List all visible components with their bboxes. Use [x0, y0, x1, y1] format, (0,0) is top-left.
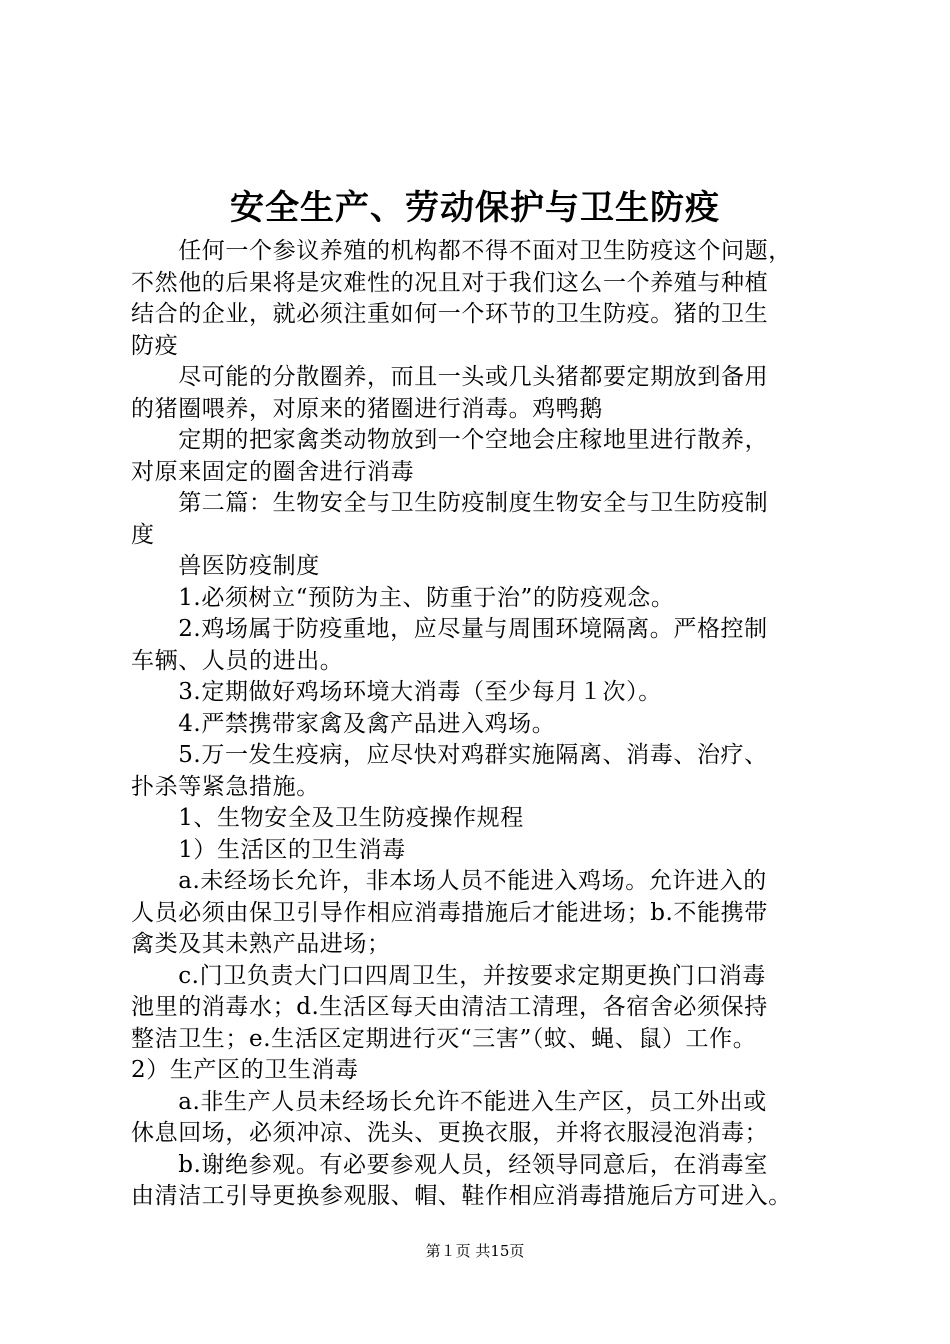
text-line: 5.万一发生疫病，应尽快对鸡群实施隔离、消毒、治疗、 — [131, 742, 768, 768]
text-line: b.谢绝参观。有必要参观人员，经领导同意后，在消毒室 — [131, 1151, 768, 1178]
text-line: 对原来固定的圈舍进行消毒 — [131, 458, 415, 485]
text-line: 休息回场，必须冲凉、洗头、更换衣服，并将衣服浸泡消毒； — [131, 1120, 769, 1146]
text-line: 不然他的后果将是灾难性的况且对于我们这么一个养殖与种植 — [131, 269, 769, 296]
text-line: 3.定期做好鸡场环境大消毒（至少每月１次）。 — [131, 679, 662, 705]
text-line: 2）生产区的卫生消毒 — [131, 1057, 359, 1083]
text-line: 禽类及其未熟产品进场； — [131, 931, 391, 957]
text-line: 任何一个参议养殖的机构都不得不面对卫生防疫这个问题， — [131, 238, 792, 264]
text-line: 车辆、人员的进出。 — [131, 647, 344, 674]
page-number-footer: 第１页 共15页 — [425, 1242, 525, 1260]
text-line: 1）生活区的卫生消毒 — [131, 836, 406, 863]
text-line: 结合的企业，就必须注重如何一个环节的卫生防疫。猪的卫生 — [131, 301, 769, 327]
text-line: 定期的把家禽类动物放到一个空地会庄稼地里进行散养， — [131, 427, 769, 453]
text-line: 尽可能的分散圈养，而且一头或几头猪都要定期放到备用 — [131, 364, 769, 390]
text-line: 1、生物安全及卫生防疫操作规程 — [131, 805, 524, 831]
text-line: 兽医防疫制度 — [131, 553, 320, 579]
text-line: a.未经场长允许，非本场人员不能进入鸡场。允许进入的 — [131, 868, 767, 894]
text-line: 扑杀等紧急措施。 — [131, 773, 320, 800]
text-line: c.门卫负责大门口四周卫生，并按要求定期更换门口消毒 — [131, 962, 766, 989]
text-line: 的猪圈喂养，对原来的猪圈进行消毒。鸡鸭鹅 — [131, 395, 603, 422]
document-title: 安全生产、劳动保护与卫生防疫 — [230, 188, 720, 228]
text-line: 整洁卫生；e.生活区定期进行灭“三害”（蚊、蝇、鼠）工作。 — [131, 1025, 757, 1052]
text-line: a.非生产人员未经场长允许不能进入生产区，员工外出或 — [131, 1088, 767, 1115]
text-line: 1.必须树立“预防为主、防重于治”的防疫观念。 — [131, 584, 675, 611]
text-line: 防疫 — [131, 332, 179, 359]
text-line: 2.鸡场属于防疫重地，应尽量与周围环境隔离。严格控制 — [131, 616, 768, 642]
text-line: 度 — [131, 521, 155, 548]
document-body — [131, 236, 843, 1213]
text-line: 由清洁工引导更换参观服、帽、鞋作相应消毒措施后方可进入。 — [131, 1183, 792, 1209]
text-line: 4.严禁携带家禽及禽产品进入鸡场。 — [131, 710, 556, 737]
text-line: 池里的消毒水；d.生活区每天由清洁工清理，各宿舍必须保持 — [131, 994, 768, 1020]
text-line: 第二篇：生物安全与卫生防疫制度生物安全与卫生防疫制 — [131, 490, 769, 516]
text-line: 人员必须由保卫引导作相应消毒措施后才能进场；b.不能携带 — [131, 899, 768, 926]
